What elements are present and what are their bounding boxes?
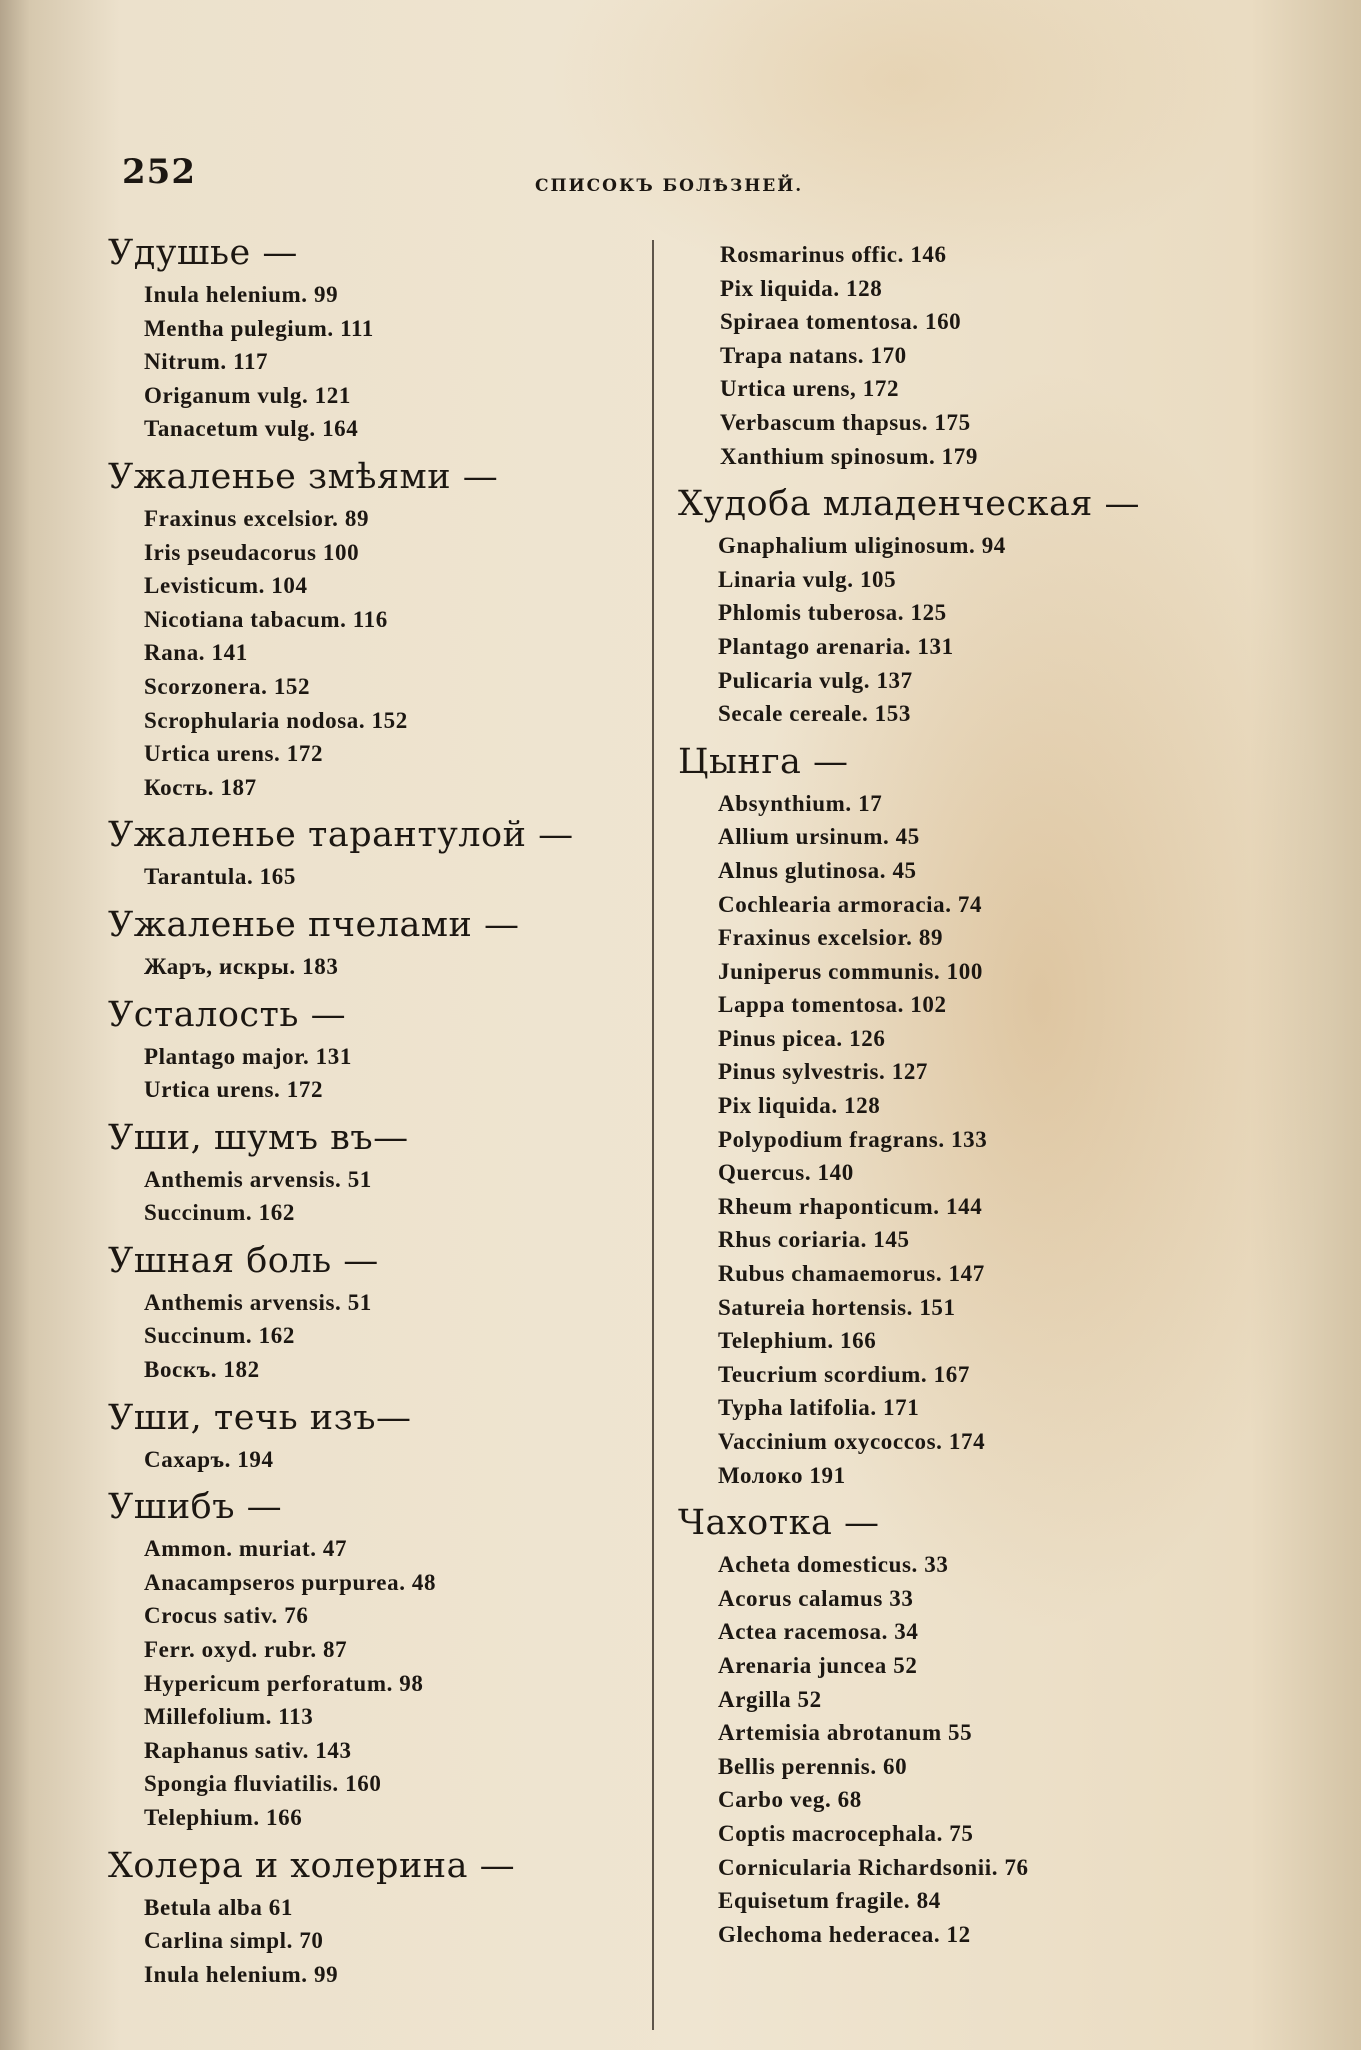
remedy-entry: Nicotiana tabacum. 116: [144, 606, 388, 632]
remedy-entry: Millefolium. 113: [144, 1704, 314, 1730]
disease-heading: Ужаленье пчелами —: [108, 904, 520, 945]
remedy-entry: Lappa tomentosa. 102: [718, 992, 947, 1018]
disease-section: [108, 452, 648, 804]
disease-section: [678, 479, 1328, 731]
remedy-entry: Anacampseros purpurea. 48: [144, 1569, 437, 1595]
remedy-entry: Rosmarinus offic. 146: [720, 242, 947, 267]
disease-heading: Удушье —: [108, 233, 298, 273]
remedy-entry: Carlina simpl. 70: [144, 1928, 324, 1954]
remedy-entry: Ferr. oxyd. rubr. 87: [144, 1637, 348, 1663]
remedy-entry: Сахаръ. 194: [144, 1446, 274, 1472]
remedy-entry: Vaccinium oxycoccos. 174: [718, 1429, 986, 1454]
remedy-entry: Actea racemosa. 34: [718, 1619, 919, 1645]
remedy-entry: Cochlearia armoracia. 74: [718, 891, 983, 917]
disease-section: [108, 1393, 648, 1477]
remedy-entry: Tarantula. 165: [144, 864, 296, 890]
remedy-list: [108, 1891, 648, 1992]
remedy-entry: Allium ursinum. 45: [718, 824, 920, 850]
disease-heading: Ушибъ —: [108, 1487, 283, 1528]
remedy-entry: Ammon. muriat. 47: [144, 1536, 348, 1562]
disease-heading: Ужаленье тарантулой —: [108, 815, 574, 856]
remedy-list: [678, 787, 1328, 1492]
left-column: [108, 228, 648, 1991]
remedy-entry: Linaria vulg. 105: [718, 566, 897, 592]
remedy-list: [108, 502, 648, 804]
remedy-entry: Betula alba 61: [144, 1894, 293, 1920]
disease-section: [678, 737, 1328, 1492]
remedy-entry: Воскъ. 182: [144, 1357, 260, 1383]
disease-heading: Уши, течь изъ—: [108, 1397, 412, 1438]
remedy-entry: Raphanus sativ. 143: [144, 1737, 352, 1763]
remedy-entry: Telephium. 166: [144, 1805, 303, 1830]
remedy-entry: Fraxinus excelsior. 89: [718, 925, 944, 951]
remedy-entry: Pinus picea. 126: [718, 1025, 886, 1051]
column-divider: [652, 240, 654, 2030]
remedy-entry: Nitrum. 117: [144, 349, 269, 375]
remedy-entry: Молоко 191: [718, 1462, 846, 1488]
remedy-entry: Arenaria juncea 52: [718, 1652, 918, 1678]
remedy-list: [108, 950, 648, 984]
remedy-entry: Teucrium scordium. 167: [718, 1361, 970, 1387]
remedy-entry: Quercus. 140: [718, 1160, 854, 1186]
remedy-list: [678, 1548, 1328, 1951]
remedy-entry: Plantago arenaria. 131: [718, 633, 954, 659]
right-column: [678, 238, 1328, 1951]
remedy-entry: Equisetum fragile. 84: [718, 1888, 941, 1914]
remedy-entry: Alnus glutinosa. 45: [718, 857, 917, 883]
remedy-entry: Pinus sylvestris. 127: [718, 1059, 929, 1085]
disease-heading: Холера и холерина —: [108, 1845, 516, 1886]
continued-entry-list: [678, 238, 1328, 473]
remedy-entry: Жаръ, искры. 183: [144, 953, 339, 979]
remedy-entry: Phlomis tuberosa. 125: [718, 600, 947, 626]
remedy-list: [108, 1163, 648, 1230]
disease-heading: Ушная боль —: [108, 1240, 379, 1281]
remedy-entry: Bellis perennis. 60: [718, 1753, 908, 1779]
remedy-entry: Argilla 52: [718, 1686, 822, 1712]
remedy-entry: Levisticum. 104: [144, 573, 308, 599]
disease-heading: Худоба младенческая —: [678, 484, 1141, 525]
remedy-entry: Origanum vulg. 121: [144, 382, 351, 408]
disease-section: [108, 810, 648, 894]
disease-section: [108, 1841, 648, 1992]
remedy-entry: Rubus chamaemorus. 147: [718, 1261, 985, 1287]
remedy-entry: Scorzonera. 152: [144, 673, 311, 699]
remedy-entry: Rhus coriaria. 145: [718, 1227, 910, 1253]
page-number: 252: [122, 152, 196, 192]
remedy-entry: Anthemis arvensis. 51: [144, 1289, 372, 1315]
remedy-entry: Plantago major. 131: [144, 1043, 352, 1069]
remedy-entry: Gnaphalium uliginosum. 94: [718, 533, 1006, 559]
remedy-entry: Inula helenium. 99: [144, 282, 339, 307]
remedy-list: [108, 1443, 648, 1477]
disease-section: [108, 1482, 648, 1834]
disease-section: [108, 1113, 648, 1230]
remedy-list: [108, 1532, 648, 1834]
disease-section: [108, 228, 648, 446]
remedy-entry: Satureia hortensis. 151: [718, 1294, 956, 1320]
remedy-entry: Urtica urens, 172: [720, 376, 900, 402]
remedy-entry: Tanacetum vulg. 164: [144, 416, 359, 442]
disease-heading: Усталость —: [108, 994, 347, 1035]
right-sections: [678, 479, 1328, 1951]
remedy-entry: Iris pseudacorus 100: [144, 539, 360, 565]
disease-heading: Ужаленье змѣями —: [108, 456, 499, 497]
remedy-entry: Juniperus communis. 100: [718, 958, 983, 984]
remedy-entry: Succinum. 162: [144, 1323, 295, 1349]
disease-heading: Цынга —: [678, 741, 849, 782]
remedy-entry: Pix liquida. 128: [720, 275, 883, 301]
remedy-entry: Crocus sativ. 76: [144, 1603, 309, 1629]
remedy-entry: Coptis macrocephala. 75: [718, 1820, 974, 1846]
remedy-list: [108, 860, 648, 894]
remedy-entry: Absynthium. 17: [718, 790, 883, 816]
remedy-entry: Typha latifolia. 171: [718, 1395, 920, 1421]
disease-section: [108, 1236, 648, 1387]
remedy-entry: Artemisia abrotanum 55: [718, 1720, 973, 1746]
remedy-entry: Succinum. 162: [144, 1200, 295, 1226]
disease-heading: Уши, шумъ въ—: [108, 1117, 409, 1158]
remedy-list: [108, 278, 648, 446]
remedy-entry: Rheum rhaponticum. 144: [718, 1193, 983, 1219]
remedy-entry: Кость. 187: [144, 774, 257, 800]
disease-section: [108, 900, 648, 984]
remedy-entry: Acorus calamus 33: [718, 1585, 914, 1611]
remedy-entry: Spongia fluviatilis. 160: [144, 1771, 382, 1797]
remedy-entry: Urtica urens. 172: [144, 741, 324, 767]
remedy-list: [108, 1286, 648, 1387]
disease-section: [108, 990, 648, 1107]
remedy-entry: Anthemis arvensis. 51: [144, 1166, 372, 1192]
remedy-entry: Fraxinus excelsior. 89: [144, 505, 370, 531]
remedy-entry: Trapa natans. 170: [720, 342, 907, 368]
disease-heading: Чахотка —: [678, 1503, 880, 1544]
remedy-entry: Hypericum perforatum. 98: [144, 1670, 424, 1696]
running-head: СПИСОКЪ БОЛѢЗНЕЙ.: [535, 176, 804, 196]
remedy-entry: Telephium. 166: [718, 1328, 877, 1354]
remedy-entry: Scrophularia nodosa. 152: [144, 707, 408, 733]
remedy-entry: Carbo veg. 68: [718, 1787, 862, 1813]
remedy-entry: Polypodium fragrans. 133: [718, 1126, 988, 1152]
remedy-entry: Spiraea tomentosa. 160: [720, 309, 962, 335]
disease-section: [678, 1498, 1328, 1951]
remedy-entry: Verbascum thapsus. 175: [720, 409, 971, 435]
remedy-list: [678, 529, 1328, 731]
remedy-entry: Inula helenium. 99: [144, 1961, 339, 1987]
remedy-entry: Acheta domesticus. 33: [718, 1552, 949, 1578]
remedy-entry: Xanthium spinosum. 179: [720, 443, 978, 469]
remedy-entry: Mentha pulegium. 111: [144, 315, 374, 341]
remedy-entry: Urtica urens. 172: [144, 1077, 324, 1103]
remedy-entry: Pulicaria vulg. 137: [718, 667, 913, 693]
remedy-list: [108, 1040, 648, 1107]
remedy-entry: Glechoma hederacea. 12: [718, 1921, 971, 1947]
remedy-entry: Pix liquida. 128: [718, 1093, 881, 1119]
remedy-entry: Rana. 141: [144, 640, 248, 666]
remedy-entry: Cornicularia Richardsonii. 76: [718, 1854, 1029, 1880]
remedy-entry: Secale cereale. 153: [718, 701, 911, 727]
